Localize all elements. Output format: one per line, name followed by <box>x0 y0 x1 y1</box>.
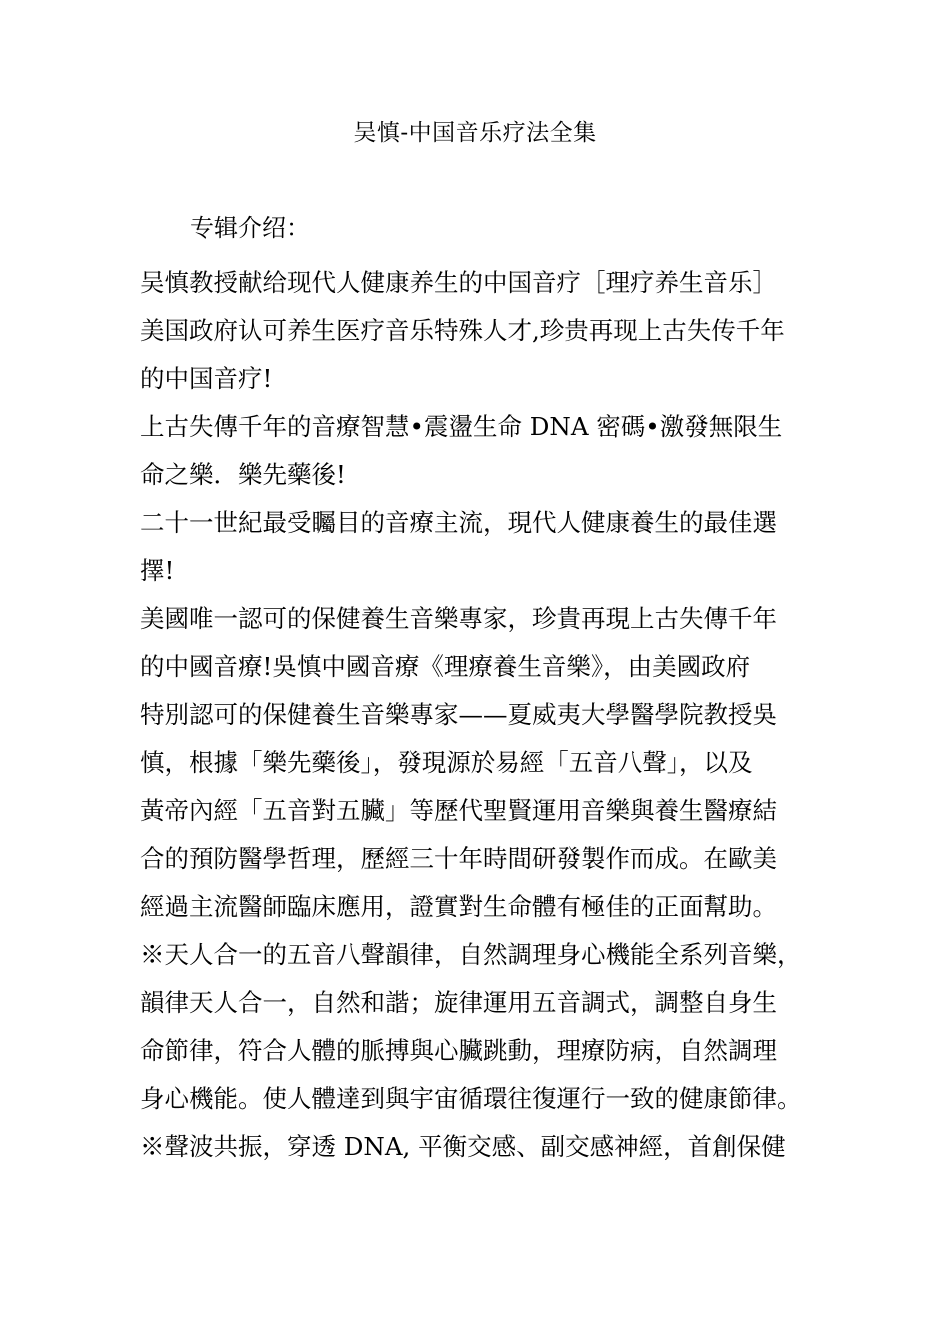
text-line: 美國唯一認可的保健養生音樂專家，珍貴再現上古失傳千年 <box>140 604 777 633</box>
text-line: 的中国音疗! <box>140 364 273 393</box>
body-text <box>140 259 830 1171</box>
text-line: 二十一世紀最受矚目的音療主流，現代人健康養生的最佳選 <box>140 508 777 537</box>
text-line: 命之樂．樂先藥後! <box>140 460 346 489</box>
text-line: 韻律天人合一，自然和諧；旋律運用五音調式，調整自身生 <box>140 988 777 1017</box>
text-line: 黃帝內經「五音對五臟」等歷代聖賢運用音樂與養生醫療結 <box>140 796 777 825</box>
text-line: ※天人合一的五音八聲韻律，自然調理身心機能全系列音樂， <box>140 940 802 969</box>
section-heading: 专辑介绍： <box>190 214 310 242</box>
text-line: 慎，根據「樂先藥後」，發現源於易經「五音八聲」，以及 <box>140 748 753 777</box>
text-line: 經過主流醫師臨床應用，證實對生命體有極佳的正面幫助。 <box>140 892 777 921</box>
text-line: 擇! <box>140 556 175 585</box>
document-title: 吴慎-中国音乐疗法全集 <box>353 120 597 146</box>
text-line: 上古失傳千年的音療智慧•震盪生命 DNA 密碼•激發無限生 <box>140 412 783 441</box>
text-line: ※聲波共振，穿透 DNA, 平衡交感、副交感神經，首創保健 <box>140 1132 786 1161</box>
text-line: 身心機能。使人體達到與宇宙循環往復運行一致的健康節律。 <box>140 1084 802 1113</box>
text-line: 美国政府认可养生医疗音乐特殊人才,珍贵再现上古失传千年 <box>140 316 785 345</box>
text-line: 吴慎教授献给现代人健康养生的中国音疗［理疗养生音乐］ <box>140 268 777 297</box>
text-line: 命節律，符合人體的脈搏與心臟跳動，理療防病，自然調理 <box>140 1036 777 1065</box>
text-line: 的中國音療!吳慎中國音療《理療養生音樂》，由美國政府 <box>140 652 751 681</box>
text-line: 合的預防醫學哲理，歷經三十年時間研發製作而成。在歐美 <box>140 844 777 873</box>
text-line: 特別認可的保健養生音樂專家——夏威夷大學醫學院教授吳 <box>140 700 777 729</box>
